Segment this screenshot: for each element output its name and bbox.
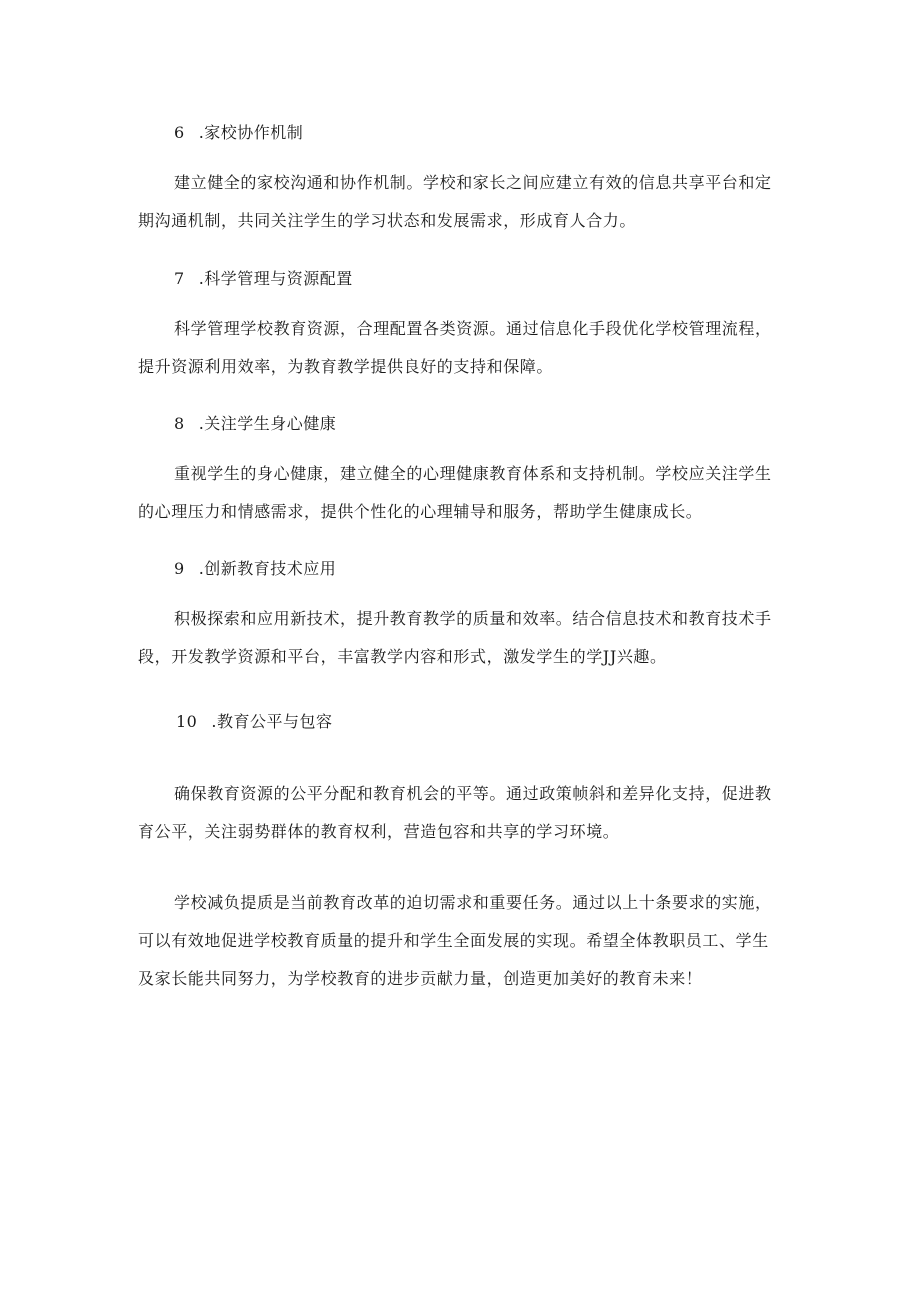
paragraph-line: 积极探索和应用新技术，提升教育教学的质量和效率。结合信息技术和教育技术手 (174, 609, 772, 628)
section-title: .科学管理与资源配置 (198, 269, 353, 288)
section-8-heading (174, 414, 336, 434)
section-8-paragraph (138, 455, 788, 531)
section-title: .教育公平与包容 (211, 712, 333, 731)
section-7-paragraph (138, 310, 788, 386)
paragraph-line: 建立健全的家校沟通和协作机制。学校和家长之间应建立有效的信息共享平台和定 (174, 173, 772, 192)
section-number: 10 (176, 712, 198, 731)
section-6-heading (174, 123, 303, 143)
paragraph-line: 学校减负提质是当前教育改革的迫切需求和重要任务。通过以上十条要求的实施， (174, 893, 772, 912)
section-number: 7 (174, 269, 185, 288)
section-9-heading (174, 559, 336, 579)
paragraph-line: 的心理压力和情感需求，提供个性化的心理辅导和服务，帮助学生健康成长。 (138, 502, 703, 521)
paragraph-line: 可以有效地促进学校教育质量的提升和学生全面发展的实现。希望全体教职员工、学生 (138, 931, 769, 950)
paragraph-line: 期沟通机制，共同关注学生的学习状态和发展需求，形成育人合力。 (138, 211, 637, 230)
section-9-paragraph (138, 600, 788, 676)
section-number: 6 (174, 123, 185, 142)
paragraph-line: 段，开发教学资源和平台，丰富教学内容和形式，激发学生的学JJ兴趣。 (138, 647, 667, 666)
paragraph-line: 确保教育资源的公平分配和教育机会的平等。通过政策帧斜和差异化支持，促进教 (174, 784, 772, 803)
section-title: .创新教育技术应用 (198, 559, 337, 578)
paragraph-line: 科学管理学校教育资源，合理配置各类资源。通过信息化手段优化学校管理流程， (174, 319, 772, 338)
paragraph-line: 及家长能共同努力，为学校教育的进步贡献力量，创造更加美好的教育未来！ (138, 969, 703, 988)
paragraph-line: 育公平，关注弱势群体的教育权利，营造包容和共享的学习环境。 (138, 822, 620, 841)
section-7-heading (174, 269, 353, 289)
paragraph-line: 提升资源利用效率，为教育教学提供良好的支持和保障。 (138, 357, 554, 376)
section-10-paragraph (138, 775, 788, 851)
section-title: .家校协作机制 (198, 123, 304, 142)
section-number: 8 (174, 414, 185, 433)
section-number: 9 (174, 559, 185, 578)
conclusion-paragraph (138, 884, 788, 998)
paragraph-line: 重视学生的身心健康，建立健全的心理健康教育体系和支持机制。学校应关注学生 (174, 464, 772, 483)
section-6-paragraph (138, 164, 788, 240)
section-10-heading (176, 712, 332, 732)
section-title: .关注学生身心健康 (198, 414, 337, 433)
